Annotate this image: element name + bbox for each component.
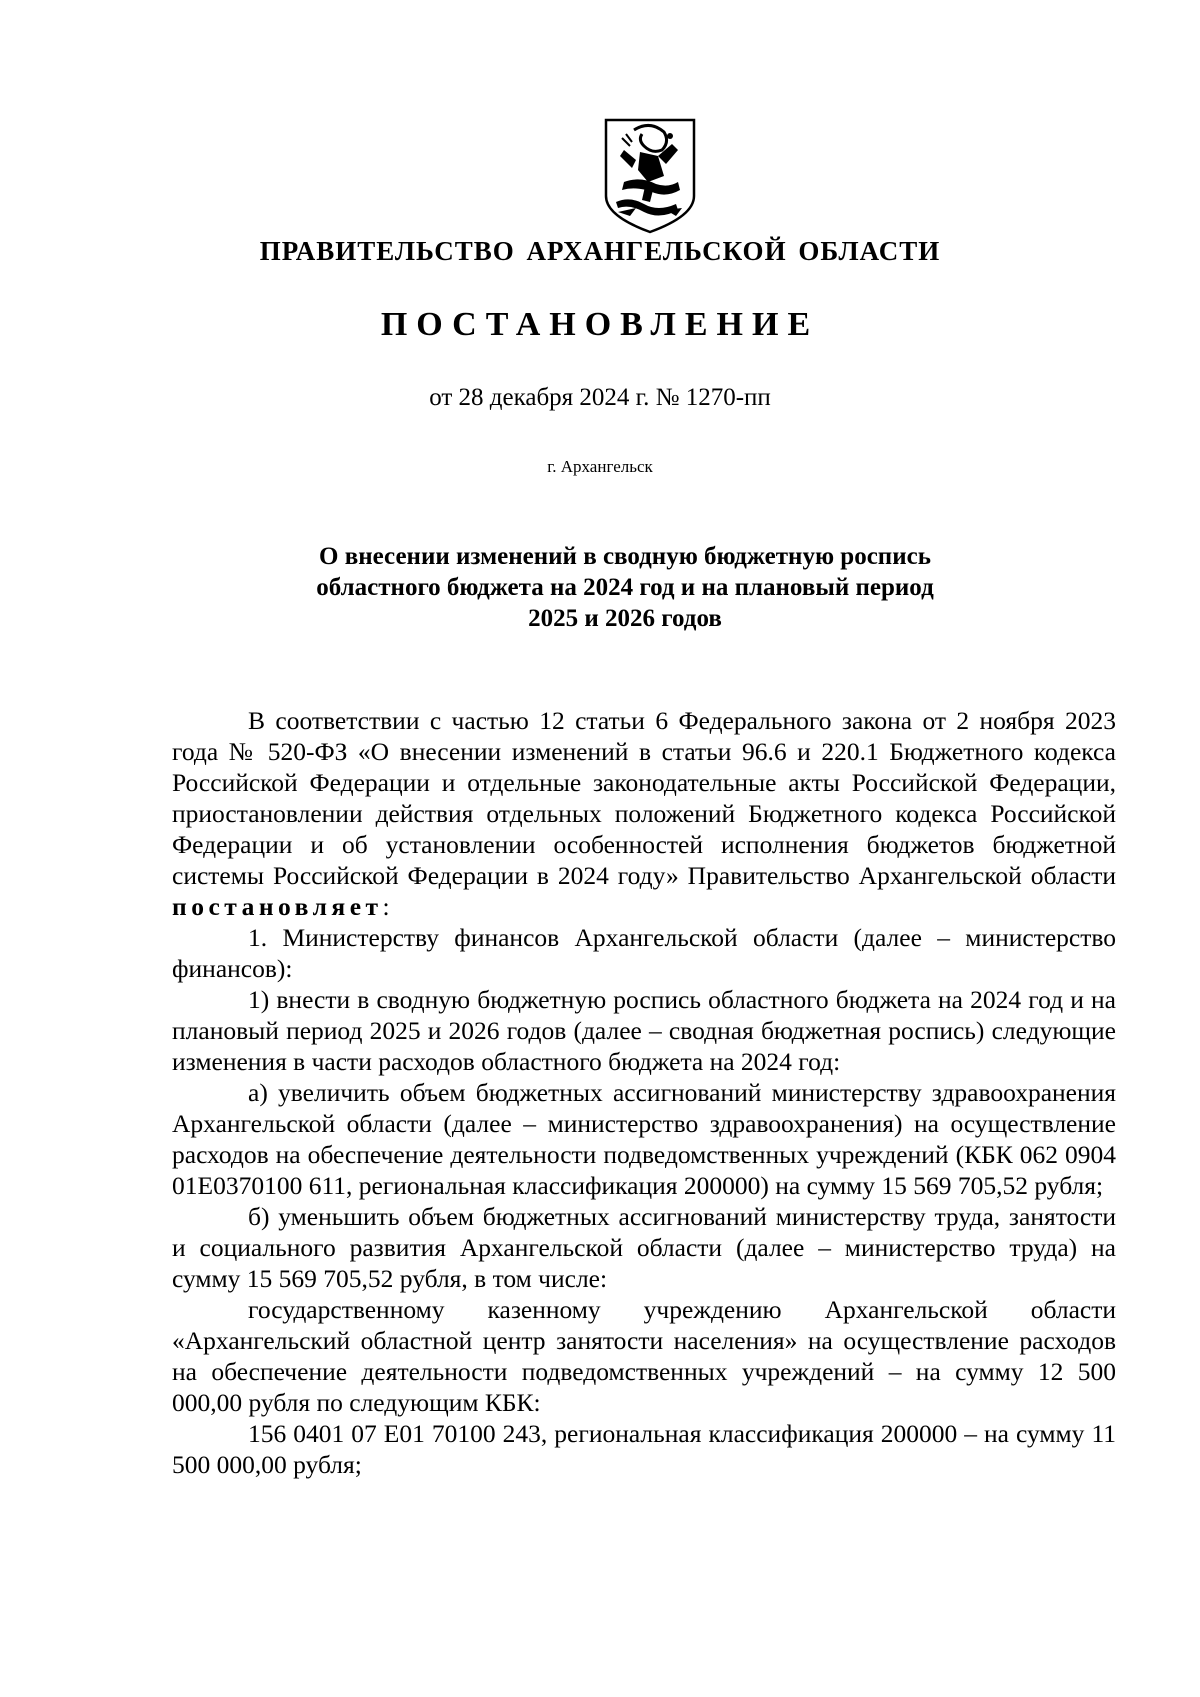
document-city: г. Архангельск (547, 457, 653, 476)
decides-suffix: : (382, 892, 390, 921)
body-paragraph: б) уменьшить объем бюджетных ассигнований министерству труда, занятости и социального развития Архангельской области (далее – министерство труда) на сумму 15 569 705,52 рубля, в том числе: (172, 1202, 1116, 1293)
document-subject (200, 541, 1050, 634)
government-title: ПРАВИТЕЛЬСТВО АРХАНГЕЛЬСКОЙ ОБЛАСТИ (259, 236, 941, 266)
document-body (172, 705, 1116, 1480)
body-paragraph: а) увеличить объем бюджетных ассигнований министерству здравоохранения Архангельской области (далее – министерство здравоохранения) на осуществление расходов на обеспечение деятельности подведомственных учреждений (КБК 062 0904 01Е0370100 611, региональная классификация 200000) на сумму 15 569 705,52 рубля; (172, 1078, 1116, 1200)
decides-word: постановляет (172, 892, 383, 921)
document-date-number: от 28 декабря 2024 г. № 1270-пп (429, 384, 771, 411)
subject-line: 2025 и 2026 годов (528, 605, 722, 632)
body-paragraph: 1) внести в сводную бюджетную роспись областного бюджета на 2024 год и на плановый период 2025 и 2026 годов (далее – сводная бюджетная роспись) следующие изменения в части расходов областного бюджета на 2024 год: (172, 985, 1116, 1076)
body-paragraph: государственному казенному учреждению Архангельской области «Архангельский областной центр занятости населения» на осуществление расходов на обеспечение деятельности подведомственных учреждений – на сумму 12 500 000,00 рубля по следующим КБК: (172, 1295, 1116, 1417)
subject-line: областного бюджета на 2024 год и на плановый период (316, 574, 934, 601)
preamble-paragraph (172, 705, 1116, 922)
document-type: ПОСТАНОВЛЕНИЕ (380, 306, 820, 343)
coat-of-arms-icon (600, 116, 700, 234)
body-paragraph: 156 0401 07 Е01 70100 243, региональная классификация 200000 – на сумму 11 500 000,00 рубля; (172, 1419, 1116, 1479)
preamble-text: В соответствии с частью 12 статьи 6 Федерального закона от 2 ноября 2023 года № 520-ФЗ «О внесении изменений в статьи 96.6 и 220.1 Бюджетного кодекса Российской Федерации и отдельные законодательные акты Российской Федерации, приостановлении действия отдельных положений Бюджетного кодекса Российской Федерации и об установлении особенностей исполнения бюджетов бюджетной системы Российской Федерации в 2024 году» Правительство Архангельской области (172, 706, 1116, 890)
body-paragraph: 1. Министерству финансов Архангельской области (далее – министерство финансов): (172, 923, 1116, 983)
subject-line: О внесении изменений в сводную бюджетную роспись (319, 543, 931, 570)
